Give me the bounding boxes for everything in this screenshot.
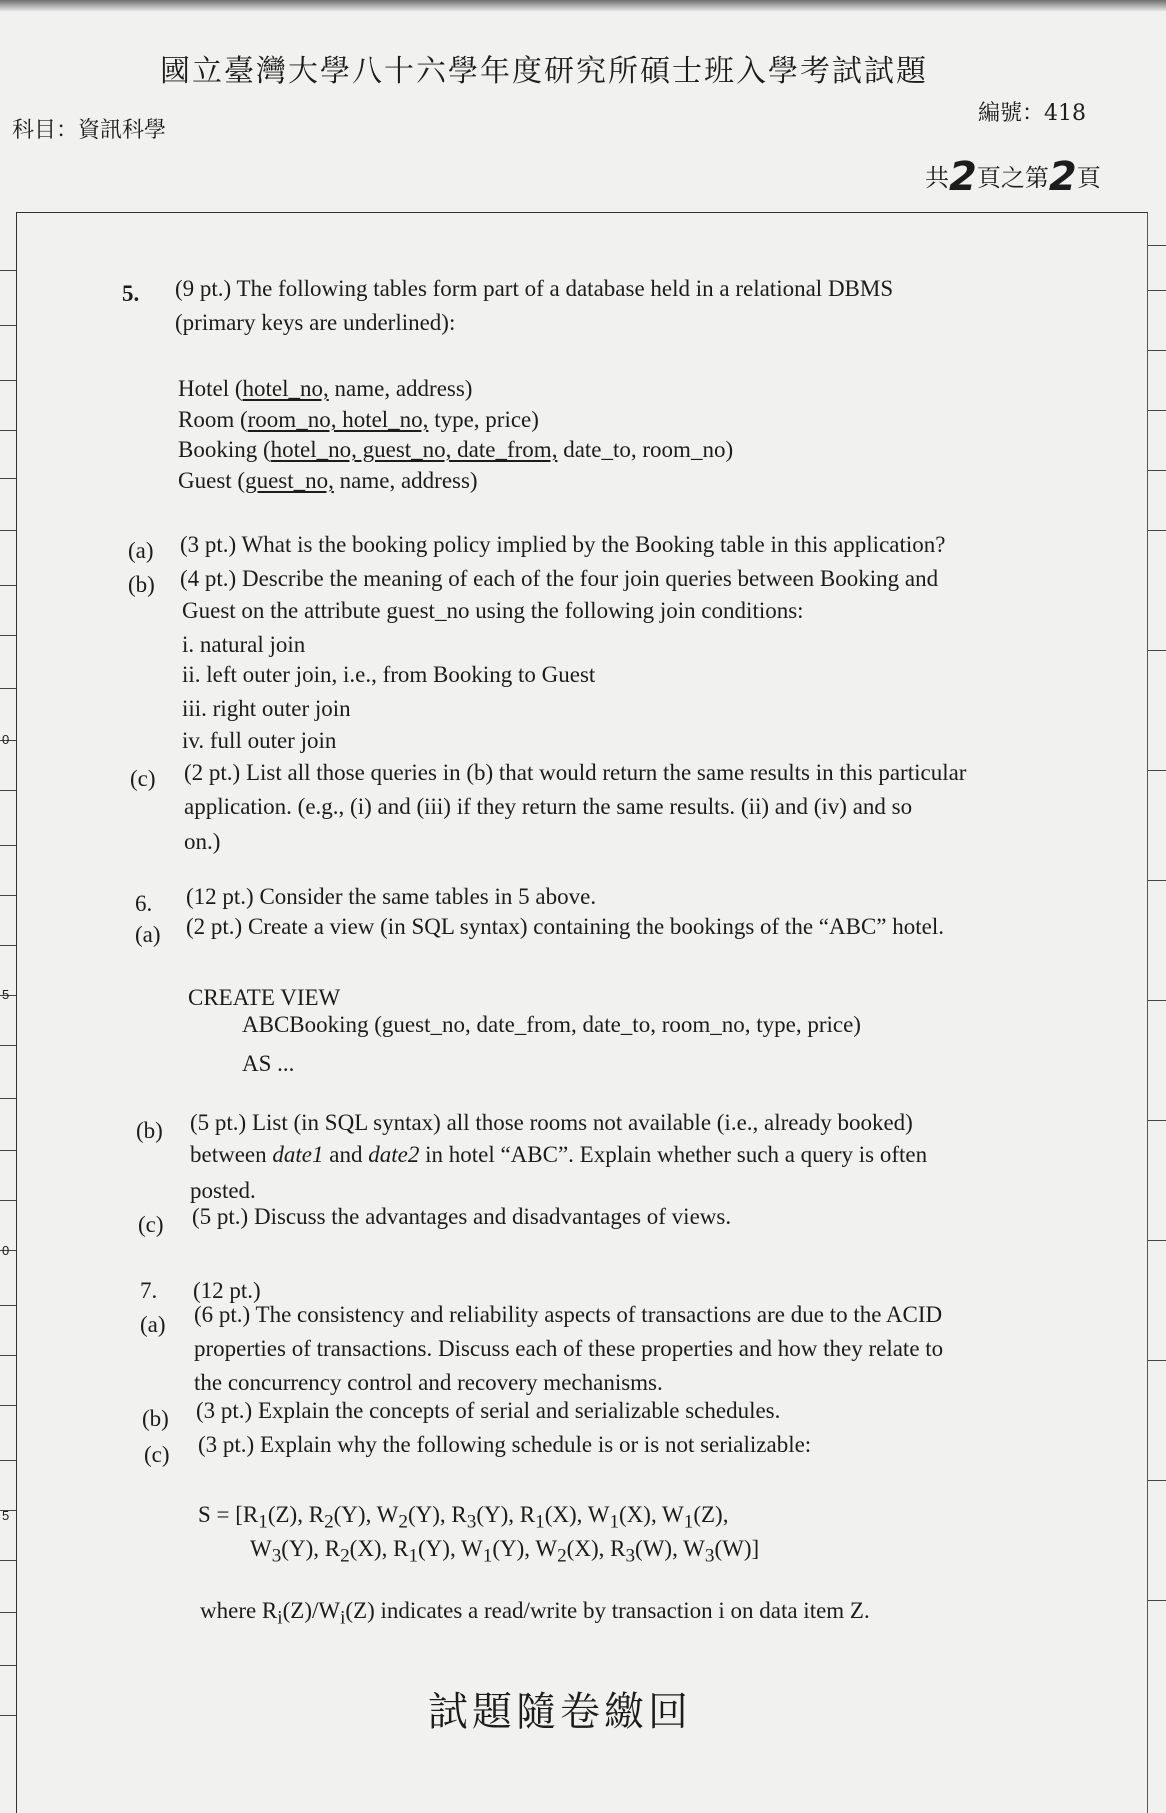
page-current: 2 bbox=[1048, 154, 1077, 200]
ruler-tick bbox=[1148, 290, 1166, 291]
schedule-operation: $W_3(W)$ bbox=[683, 1536, 752, 1567]
subject-label: 科目：資訊科學 bbox=[12, 118, 167, 143]
q5c-label: (c) bbox=[130, 766, 156, 791]
primary-key: room_no, hotel_no, bbox=[247, 407, 429, 432]
page-prefix: 共 bbox=[925, 164, 949, 192]
q7b-label: (b) bbox=[142, 1406, 169, 1431]
ruler-tick bbox=[0, 380, 16, 381]
page-suffix: 頁 bbox=[1076, 164, 1101, 192]
ruler-tick bbox=[0, 895, 16, 896]
subscript: i bbox=[277, 1607, 283, 1629]
q6b-text-line2 bbox=[190, 1142, 927, 1168]
ruler-tick bbox=[1148, 350, 1166, 351]
q5a-label: (a) bbox=[128, 538, 154, 563]
schedule-operation: $R_1(X)$ bbox=[519, 1502, 577, 1533]
text-run-italic: date2 bbox=[368, 1142, 420, 1167]
text-run: where R bbox=[200, 1598, 278, 1623]
q5-intro-line2: (primary keys are underlined): bbox=[175, 310, 456, 335]
ruler-tick bbox=[0, 635, 16, 636]
ruler-tick bbox=[1148, 1360, 1166, 1361]
q5b-item-i: i. natural join bbox=[182, 632, 306, 657]
ruler-tick bbox=[1148, 470, 1166, 471]
schedule-operation: $R_1(Z)$ bbox=[242, 1502, 298, 1533]
q6b-text-line1: (5 pt.) List (in SQL syntax) all those rooms not available (i.e., already booked) bbox=[190, 1110, 913, 1135]
transaction-subscript: 1 bbox=[609, 1511, 620, 1533]
table-name: Booking ( bbox=[178, 437, 271, 462]
ruler-tick bbox=[1148, 1600, 1166, 1601]
q5b-item-iv: iv. full outer join bbox=[182, 728, 337, 753]
q6c-text: (5 pt.) Discuss the advantages and disadvantages of views. bbox=[192, 1204, 732, 1229]
schema-room bbox=[178, 407, 539, 433]
q5b-text-line1: (4 pt.) Describe the meaning of each of the four join queries between Booking and bbox=[180, 566, 939, 591]
ruler-tick bbox=[1148, 650, 1166, 651]
ruler-tick bbox=[1148, 1000, 1166, 1001]
primary-key: hotel_no, guest_no, date_from, bbox=[270, 437, 558, 462]
text-run: (Z)/W bbox=[282, 1598, 341, 1623]
ruler-tick bbox=[0, 585, 16, 586]
transaction-subscript: 2 bbox=[557, 1545, 567, 1567]
schedule-operation: $R_2(Y)$ bbox=[308, 1502, 366, 1533]
schedule-operation: $W_2(X)$ bbox=[535, 1536, 599, 1567]
ruler-tick bbox=[0, 1665, 16, 1666]
q5c-text-line2: application. (e.g., (i) and (iii) if they return the same results. (ii) and (iv) and so bbox=[184, 794, 913, 819]
schedule-operation: $R_3(W)$ bbox=[610, 1536, 673, 1567]
text-run: and bbox=[323, 1142, 369, 1167]
q6b-text-line3: posted. bbox=[190, 1178, 256, 1203]
transaction-subscript: 1 bbox=[482, 1545, 493, 1567]
schedule-operation: $R_1(Y)$ bbox=[393, 1536, 450, 1567]
ruler-tick bbox=[1148, 530, 1166, 531]
ruler-tick bbox=[1148, 880, 1166, 881]
ruler-tick bbox=[1148, 1240, 1166, 1241]
q6c-label: (c) bbox=[138, 1212, 164, 1237]
q7a-text-line3: the concurrency control and recovery mechanisms. bbox=[194, 1370, 663, 1395]
ruler-tick bbox=[0, 478, 16, 479]
q6-intro: (12 pt.) Consider the same tables in 5 above. bbox=[186, 884, 597, 909]
ruler-tick bbox=[1148, 1480, 1166, 1481]
schedule-line1 bbox=[198, 1502, 728, 1534]
schedule-operation: $W_2(Y)$ bbox=[376, 1502, 440, 1533]
q7-number: 7. bbox=[140, 1278, 158, 1303]
schedule-operation: $W_3(Y)$ bbox=[250, 1536, 314, 1567]
schedule-line2 bbox=[250, 1536, 759, 1568]
transaction-subscript: 3 bbox=[466, 1511, 477, 1533]
schedule-operation: $W_1(X)$ bbox=[587, 1502, 651, 1533]
schedule-note bbox=[200, 1598, 870, 1630]
schedule-operation: $W_1(Z)$ bbox=[662, 1502, 723, 1533]
table-attributes: date_to, room_no) bbox=[557, 437, 734, 462]
transaction-subscript: 3 bbox=[271, 1545, 282, 1567]
q6a-label: (a) bbox=[135, 922, 161, 947]
page-mid: 頁之第 bbox=[976, 164, 1049, 192]
q5b-item-iii: iii. right outer join bbox=[182, 696, 351, 721]
ruler-tick bbox=[0, 1405, 16, 1406]
table-name: Room ( bbox=[178, 407, 248, 432]
text-run: between bbox=[190, 1142, 273, 1167]
sql-create-view: CREATE VIEW bbox=[188, 985, 341, 1010]
q6-number: 6. bbox=[135, 891, 153, 916]
schedule-operation: $W_1(Y)$ bbox=[461, 1536, 525, 1567]
primary-key: guest_no, bbox=[245, 468, 334, 493]
text-run: in hotel “ABC”. Explain whether such a query is often bbox=[419, 1142, 928, 1167]
q7a-text-line2: properties of transactions. Discuss each of these properties and how they relate to bbox=[194, 1336, 944, 1361]
margin-number: 0 bbox=[2, 732, 10, 747]
sql-view-definition: ABCBooking (guest_no, date_from, date_to, room_no, type, price) bbox=[242, 1012, 861, 1037]
margin-number: 5 bbox=[2, 1508, 10, 1523]
table-attributes: name, address) bbox=[333, 468, 478, 493]
school-title: 國立臺灣大學八十六學年度研究所碩士班入學考試試題 bbox=[160, 54, 928, 89]
ruler-tick bbox=[1148, 245, 1166, 246]
page-total: 2 bbox=[949, 154, 977, 200]
transaction-subscript: 2 bbox=[324, 1511, 334, 1533]
subscript: i bbox=[340, 1607, 346, 1629]
transaction-subscript: 1 bbox=[535, 1511, 545, 1533]
q5-intro-line1: (9 pt.) The following tables form part of a database held in a relational DBMS bbox=[175, 276, 894, 301]
transaction-subscript: 3 bbox=[704, 1545, 715, 1567]
q7b-text: (3 pt.) Explain the concepts of serial and serializable schedules. bbox=[196, 1398, 781, 1423]
table-attributes: type, price) bbox=[428, 407, 539, 432]
transaction-subscript: 3 bbox=[625, 1545, 636, 1567]
return-with-paper-notice: 試題隨卷繳回 bbox=[428, 1689, 692, 1735]
ruler-tick bbox=[0, 1715, 16, 1716]
transaction-subscript: 1 bbox=[258, 1511, 268, 1533]
transaction-subscript: 1 bbox=[683, 1511, 694, 1533]
ruler-tick bbox=[0, 530, 16, 531]
q7-intro: (12 pt.) bbox=[193, 1278, 261, 1303]
q7c-text: (3 pt.) Explain why the following schedule is or is not serializable: bbox=[198, 1432, 812, 1457]
table-attributes: name, address) bbox=[328, 376, 473, 401]
ruler-tick bbox=[0, 1045, 16, 1046]
ruler-tick bbox=[0, 1305, 16, 1306]
transaction-subscript: 1 bbox=[408, 1545, 419, 1567]
schema-booking bbox=[178, 437, 733, 463]
page-indicator bbox=[925, 150, 1101, 200]
q6a-text: (2 pt.) Create a view (in SQL syntax) containing the bookings of the “ABC” hotel. bbox=[186, 914, 944, 939]
q5-number: 5. bbox=[122, 281, 140, 306]
ruler-tick bbox=[1148, 770, 1166, 771]
ruler-tick bbox=[0, 430, 16, 431]
q5b-item-ii: ii. left outer join, i.e., from Booking to Guest bbox=[182, 662, 596, 687]
schedule-prefix: S = [ bbox=[198, 1502, 243, 1527]
margin-number: 0 bbox=[2, 1243, 10, 1258]
q7a-text-line1: (6 pt.) The consistency and reliability aspects of transactions are due to the ACID bbox=[194, 1302, 943, 1327]
q5b-label: (b) bbox=[128, 572, 155, 597]
schedule-ops: $W_3(Y)$, $R_2(X)$, $R_1(Y)$, $W_1(Y)$, $W_2(X)$, $R_3(W)$, $W_3(W)$] bbox=[250, 1536, 760, 1567]
ruler-tick bbox=[0, 688, 16, 689]
ruler-tick bbox=[0, 1150, 16, 1151]
margin-number: 5 bbox=[2, 987, 10, 1002]
text-run: (Z) indicates a read/write by transaction i on data item Z. bbox=[345, 1598, 870, 1623]
ruler-tick bbox=[0, 845, 16, 846]
q7c-label: (c) bbox=[144, 1442, 170, 1467]
ruler-tick bbox=[0, 270, 16, 271]
ruler-tick bbox=[0, 1355, 16, 1356]
ruler-tick bbox=[1148, 410, 1166, 411]
ruler-tick bbox=[0, 945, 16, 946]
table-name: Guest ( bbox=[178, 468, 246, 493]
q5b-text-line2: Guest on the attribute guest_no using the following join conditions: bbox=[182, 598, 804, 623]
ruler-tick bbox=[0, 1200, 16, 1201]
transaction-subscript: 2 bbox=[398, 1511, 408, 1533]
ruler-tick bbox=[1148, 1120, 1166, 1121]
schema-hotel bbox=[178, 376, 472, 402]
schema-guest bbox=[178, 468, 478, 494]
q5c-text-line1: (2 pt.) List all those queries in (b) that would return the same results in this particular bbox=[184, 760, 967, 785]
table-name: Hotel ( bbox=[178, 376, 243, 401]
q6b-label: (b) bbox=[136, 1118, 163, 1143]
ruler-tick bbox=[0, 325, 16, 326]
q5c-text-line3: on.) bbox=[184, 829, 221, 854]
q5a-text: (3 pt.) What is the booking policy implied by the Booking table in this application? bbox=[180, 532, 946, 557]
primary-key: hotel_no, bbox=[242, 376, 329, 401]
ruler-tick bbox=[0, 1560, 16, 1561]
scan-top-shadow bbox=[0, 0, 1166, 12]
ruler-tick bbox=[0, 1098, 16, 1099]
transaction-subscript: 2 bbox=[340, 1545, 350, 1567]
ruler-tick bbox=[0, 790, 16, 791]
schedule-ops: $R_1(Z)$, $R_2(Y)$, $W_2(Y)$, $R_3(Y)$, $R_1(X)$, $W_1(X)$, $W_1(Z)$, bbox=[242, 1502, 729, 1533]
ruler-tick bbox=[0, 1460, 16, 1461]
ruler-tick bbox=[0, 1612, 16, 1613]
q7a-label: (a) bbox=[140, 1312, 166, 1337]
sql-as: AS ... bbox=[242, 1051, 295, 1076]
text-run-italic: date1 bbox=[272, 1142, 324, 1167]
exam-code: 編號：418 bbox=[978, 101, 1086, 126]
schedule-operation: $R_3(Y)$ bbox=[451, 1502, 509, 1533]
schedule-operation: $R_2(X)$ bbox=[324, 1536, 382, 1567]
